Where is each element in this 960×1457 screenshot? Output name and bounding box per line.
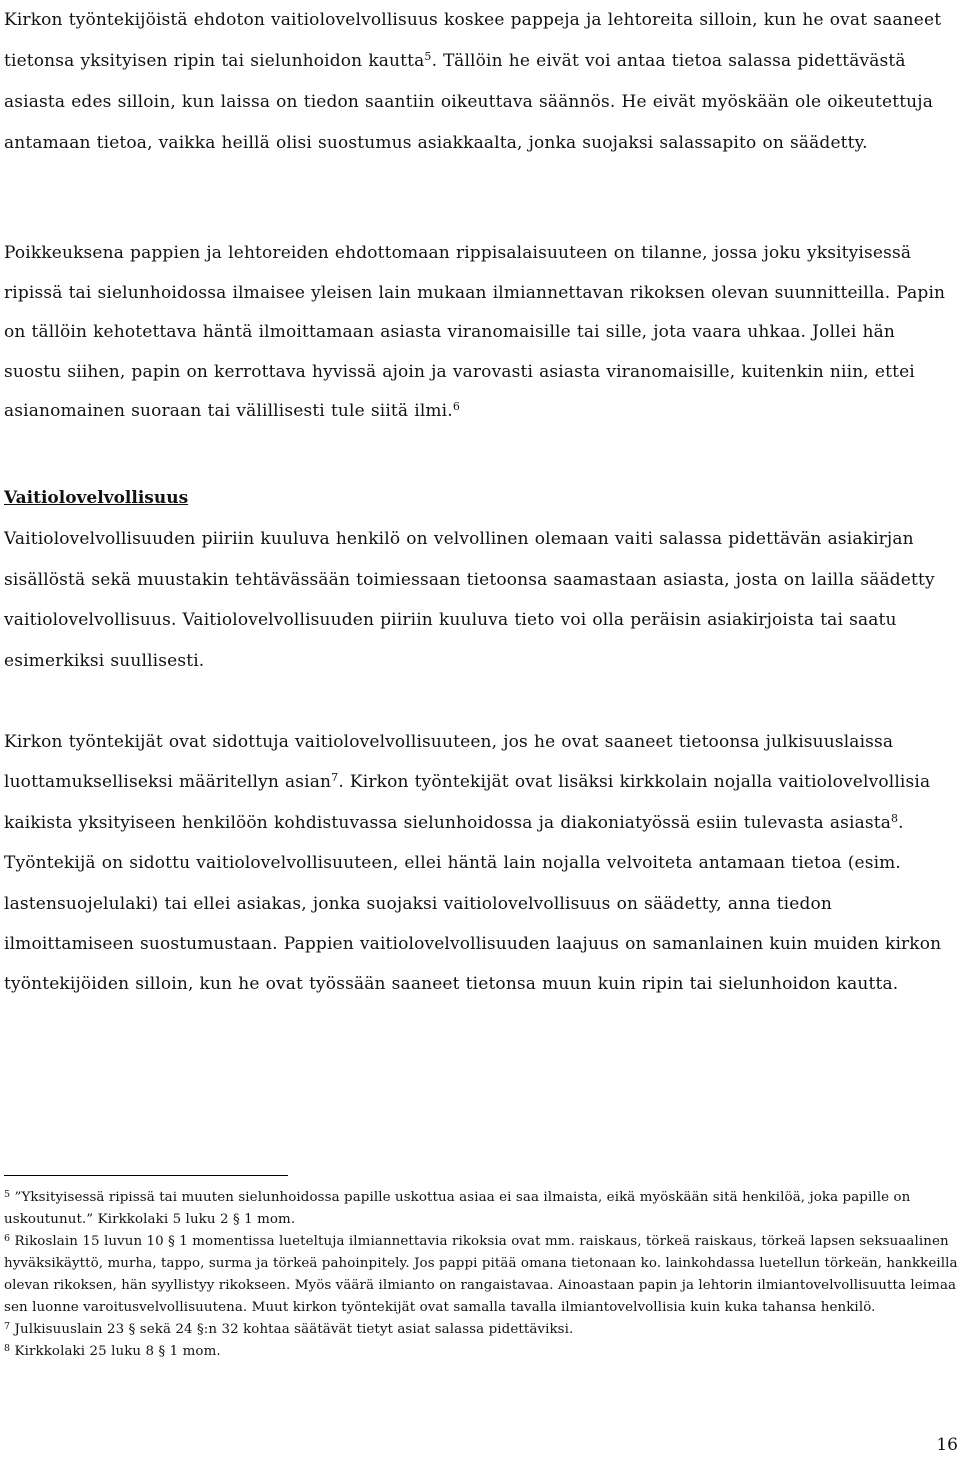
paragraph-1-text-a: Kirkon työntekijöistä ehdoton vaitiolovelvollisuus koskee pappeja ja lehtoreita silloin, kun he ovat saaneet tietonsa yksityisen ripin tai sielunhoidon kautta	[4, 10, 942, 71]
paragraph-4-text-c: . Työntekijä on sidottu vaitiolovelvollisuuteen, ellei häntä lain nojalla velvoiteta antamaan tietoa (esim. lastensuojelulaki) tai ellei asiakas, jonka suojaksi vaitiolovelvollisuus on säädetty, anna tiedon ilmoittamiseen suostumustaan. Pappien vaitiolovelvollisuuden laajuus on samanlainen kuin muiden kirkon työntekijöiden silloin, kun he ovat työssään saaneet tietonsa muun kuin ripin tai sielunhoidon kautta.	[4, 812, 942, 995]
paragraph-4	[4, 722, 956, 1005]
footnote-text: Rikoslain 15 luvun 10 § 1 momentissa lueteltuja ilmiannettavia rikoksia ovat mm. raiskaus, törkeä raiskaus, törkeä lapsen seksuaalinen hyväksikäyttö, murha, tappo, surma ja törkeä pahoinpitely. Jos pappi pitää omana tietonaan ko. lainkohdassa luetellun törkeän, hankkeilla olevan rikoksen, hän syyllistyy rikokseen. Myös väärä ilmianto on rangaistavaa. Ainoastaan papin ja lehtorin ilmiantovelvollisuutta leimaa sen luonne varoitusvelvollisuutena. Muut kirkon työntekijät ovat samalla tavalla ilmiantovelvollisia kuin kuka tahansa henkilö.	[4, 1234, 958, 1315]
paragraph-1	[4, 0, 956, 164]
paragraph-3: Vaitiolovelvollisuuden piiriin kuuluva henkilö on velvollinen olemaan vaiti salassa pidettävän asiakirjan sisällöstä sekä muustakin tehtävässään toimiessaan tietoonsa saamastaan asiasta, josta on lailla säädetty vaitiolovelvollisuus. Vaitiolovelvollisuuden piiriin kuuluva tieto voi olla peräisin asiakirjoista tai saatu esimerkiksi suullisesti.	[4, 529, 935, 671]
footnote-text: Julkisuuslain 23 § sekä 24 §:n 32 kohtaa säätävät tietyt asiat salassa pidettäviksi.	[10, 1322, 574, 1337]
paragraph-1-text-b: . Tällöin he eivät voi antaa tietoa salassa pidettävästä asiasta edes silloin, kun laissa on tiedon saantiin oikeuttava säännös. He eivät myöskään ole oikeutettuja antamaan tietoa, vaikka heillä olisi suostumus asiakkaalta, jonka suojaksi salassapito on säädetty.	[4, 51, 933, 153]
page-number: 16	[936, 1435, 958, 1455]
footnote-5	[4, 1187, 959, 1231]
footnote-text: Kirkkolaki 25 luku 8 § 1 mom.	[10, 1344, 221, 1359]
section-heading: Vaitiolovelvollisuus	[4, 488, 189, 508]
paragraph-4-text-b: . Kirkon työntekijät ovat lisäksi kirkkolain nojalla vaitiolovelvollisia kaikista yksityiseen henkilöön kohdistuvassa sielunhoidossa ja diakoniatyössä esiin tulevasta asiasta	[4, 772, 931, 833]
footnote-number: 5	[4, 1189, 11, 1200]
footnote-number: 7	[4, 1321, 11, 1332]
footnote-ref-8[interactable]: 8	[891, 811, 899, 825]
footnote-8	[4, 1341, 959, 1363]
paragraph-2-text-a: Poikkeuksena pappien ja lehtoreiden ehdottomaan rippisalaisuuteen on tilanne, jossa joku yksityisessä ripissä tai sielunhoidossa ilmaisee yleisen lain mukaan ilmiannettavan rikoksen olevan suunnitteilla. Papin on tällöin kehotettava häntä ilmoittamaan asiasta viranomaisille tai sille, jota vaara uhkaa. Jollei hän suostu siihen, papin on kerrottava hyvissä ajoin ja varovasti asiasta viranomaisille, kuitenkin niin, ettei asianomainen suoraan tai välillisesti tule siitä ilmi.	[4, 243, 946, 422]
footnote-ref-7[interactable]: 7	[331, 771, 339, 785]
footnote-ref-6[interactable]: 6	[452, 400, 460, 414]
footnote-6	[4, 1231, 959, 1319]
footnotes	[4, 1187, 959, 1363]
paragraph-2	[4, 234, 956, 432]
footnote-number: 6	[4, 1233, 11, 1244]
footnote-ref-5[interactable]: 5	[424, 50, 432, 63]
footnote-7	[4, 1319, 959, 1341]
footnote-text: ”Yksityisessä ripissä tai muuten sielunhoidossa papille uskottua asiaa ei saa ilmaista, eikä myöskään sitä henkilöä, joka papille on uskoutunut.” Kirkkolaki 5 luku 2 § 1 mom.	[4, 1190, 911, 1227]
paragraph-4-text-a: Kirkon työntekijät ovat sidottuja vaitiolovelvollisuuteen, jos he ovat saaneet tietoonsa julkisuuslaissa luottamukselliseksi määritellyn asian	[4, 732, 894, 793]
footnote-separator	[4, 1175, 288, 1176]
footnote-number: 8	[4, 1343, 11, 1354]
